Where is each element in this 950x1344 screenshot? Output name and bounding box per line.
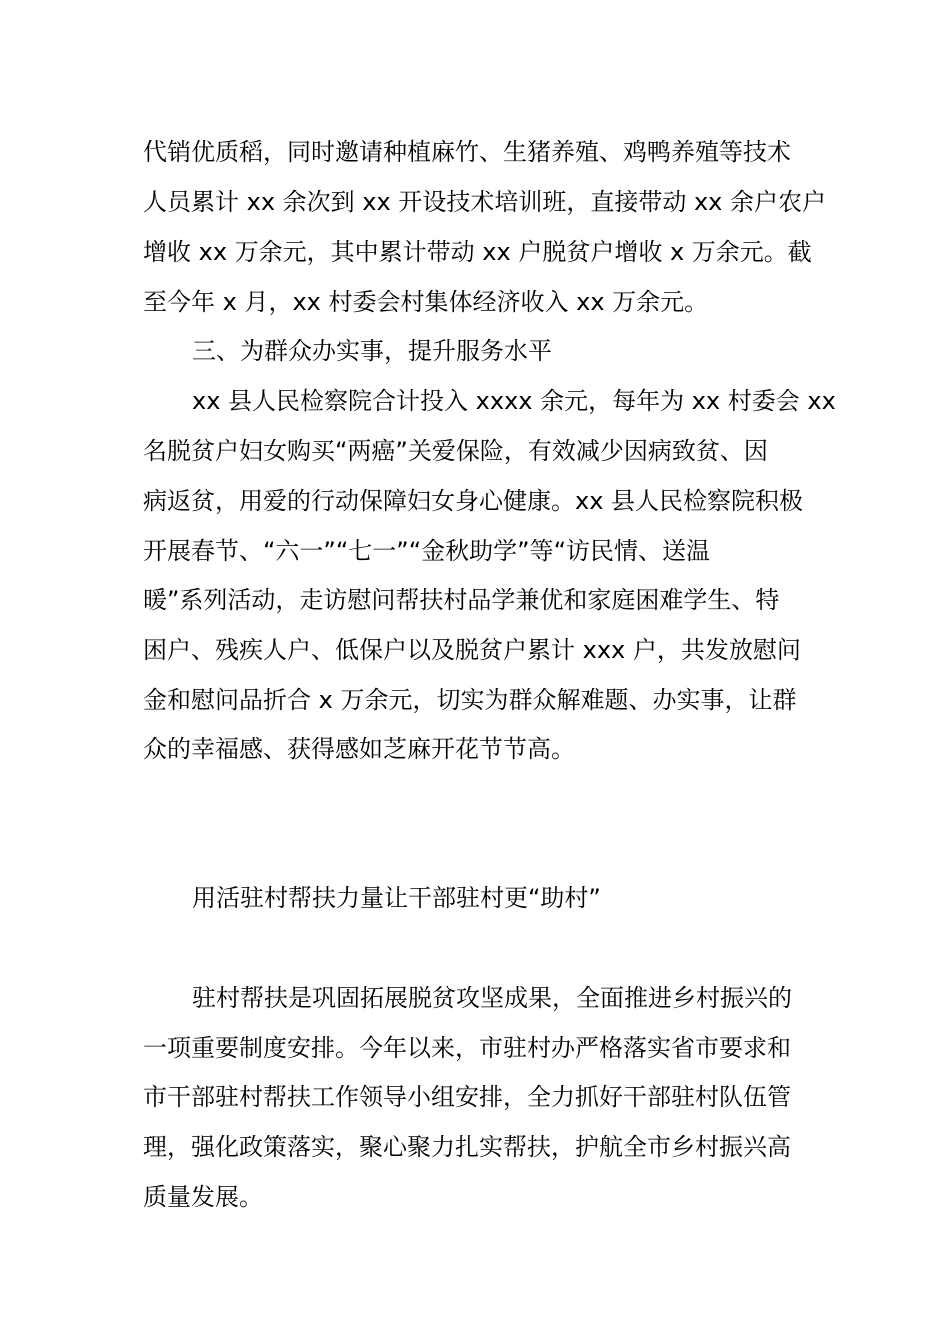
paragraph-line: 至今年 x 月，xx 村委会村集体经济收入 xx 万余元。 <box>143 288 709 316</box>
section-heading: 三、为群众办实事，提升服务水平 <box>192 337 552 365</box>
paragraph-line: 暖”系列活动，走访慰问帮扶村品学兼优和家庭困难学生、特 <box>143 586 780 614</box>
paragraph-line: 理，强化政策落实，聚心聚力扎实帮扶，护航全市乡村振兴高 <box>143 1133 791 1161</box>
paragraph-line: xx 县人民检察院合计投入 xxxx 余元，每年为 xx 村委会 xx <box>192 387 836 415</box>
paragraph-line: 质量发展。 <box>143 1183 263 1211</box>
paragraph-line: 病返贫，用爱的行动保障妇女身心健康。xx 县人民检察院积极 <box>143 487 804 515</box>
paragraph-line: 增收 xx 万余元，其中累计带动 xx 户脱贫户增收 x 万余元。截 <box>143 238 812 266</box>
paragraph-line: 名脱贫户妇女购买“两癌”关爱保险，有效减少因病致贫、因 <box>143 437 768 465</box>
paragraph-line: 驻村帮扶是巩固拓展脱贫攻坚成果，全面推进乡村振兴的 <box>192 984 792 1012</box>
paragraph-line: 一项重要制度安排。今年以来，市驻村办严格落实省市要求和 <box>143 1034 791 1062</box>
paragraph-line: 人员累计 xx 余次到 xx 开设技术培训班，直接带动 xx 余户农户 <box>143 188 826 216</box>
paragraph-line: 困户、残疾人户、低保户以及脱贫户累计 xxx 户，共发放慰问 <box>143 636 801 664</box>
article-title: 用活驻村帮扶力量让干部驻村更“助村” <box>192 884 601 912</box>
paragraph-line: 代销优质稻，同时邀请种植麻竹、生猪养殖、鸡鸭养殖等技术 <box>143 138 791 166</box>
paragraph-line: 众的幸福感、获得感如芝麻开花节节高。 <box>143 735 575 763</box>
paragraph-line: 开展春节、“六一”“七一”“金秋助学”等“访民情、送温 <box>143 537 711 565</box>
paragraph-line: 市干部驻村帮扶工作领导小组安排，全力抓好干部驻村队伍管 <box>143 1083 791 1111</box>
paragraph-line: 金和慰问品折合 x 万余元，切实为群众解难题、办实事，让群 <box>143 686 797 714</box>
